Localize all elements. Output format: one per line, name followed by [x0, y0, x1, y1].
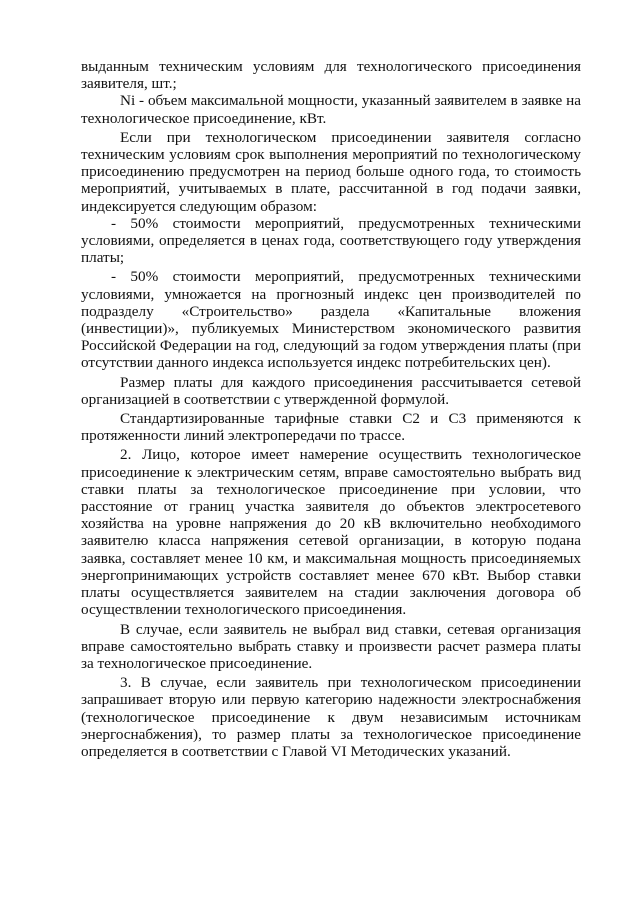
bullet-item-second-half: - 50% стоимости мероприятий, предусмотренных техническими условиями, умножается на прогнозный индекс цен производителей по подразделу «Строительство» раздела «Капитальные вложения (инвестиции)», публикуемых Министерством экономического развития Российской Федерации на год, следующий за годом утверждения платы (при отсутствии данного индекса используется индекс потребительских цен). [81, 268, 581, 372]
paragraph-fee-calculation: Размер платы для каждого присоединения рассчитывается сетевой организацией в соответствии с утвержденной формулой. [81, 373, 581, 408]
paragraph-ni-definition: Ni - объем максимальной мощности, указанный заявителем в заявке на технологическое присоединение, кВт. [81, 92, 581, 127]
paragraph-continuation: выданным техническим условиям для технологического присоединения заявителя, шт.; [81, 58, 581, 93]
paragraph-tariff-rates: Стандартизированные тарифные ставки С2 и С3 применяются к протяженности линий электропередачи по трассе. [81, 410, 581, 445]
bullet-item-first-half: - 50% стоимости мероприятий, предусмотренных техническими условиями, определяется в ценах года, соответствующего году утверждения платы; [81, 214, 581, 267]
document-page [81, 58, 581, 760]
paragraph-section-3: 3. В случае, если заявитель при технологическом присоединении запрашивает вторую или первую категорию надежности электроснабжения (технологическое присоединение к двум независимым источникам энергоснабжения), то размер платы за технологическое присоединение определяется в соответствии с Главой VI Методических указаний. [81, 674, 581, 760]
paragraph-rate-choice: В случае, если заявитель не выбрал вид ставки, сетевая организация вправе самостоятельно выбрать ставку и произвести расчет размера платы за технологическое присоединение. [81, 620, 581, 672]
paragraph-section-2: 2. Лицо, которое имеет намерение осуществить технологическое присоединение к электрическим сетям, вправе самостоятельно выбрать вид ставки платы за технологическое присоединение при условии, что расстояние от границ участка заявителя до объектов электросетевого хозяйства на уровне напряжения до 20 кВ включительно необходимого заявителю класса напряжения сетевой организации, в которую подана заявка, составляет менее 10 км, и максимальная мощность присоединяемых энергопринимающих устройств составляет менее 670 кВт. Выбор ставки платы осуществляется заявителем на стадии заключения договора об осуществлении технологического присоединения. [81, 446, 581, 619]
paragraph-indexation: Если при технологическом присоединении заявителя согласно техническим условиям срок выполнения мероприятий по технологическому присоединению предусмотрен на период больше одного года, то стоимость мероприятий, учитываемых в плате, рассчитанной в год подачи заявки, индексируется следующим образом: [81, 128, 581, 215]
